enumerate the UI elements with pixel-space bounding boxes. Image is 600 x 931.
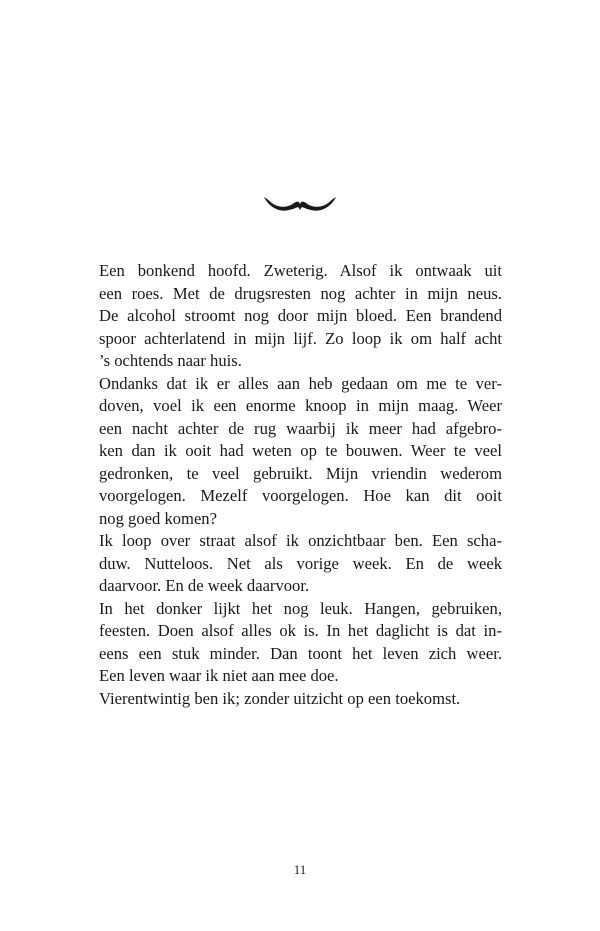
text-line: eens een stuk minder. Dan toont het leven zich weer. [99,643,502,663]
paragraph [99,373,502,531]
paragraph [99,260,502,373]
body-text [99,260,502,710]
text-line: een nacht achter de rug waarbij ik meer had afgebro- [99,418,502,438]
text-line: doven, voel ik een enorme knoop in mijn maag. Weer [99,396,502,415]
paragraph [99,688,502,711]
text-line: gedronken, te veel gebruikt. Mijn vriendin wederom [99,463,502,483]
text-line: nog goed komen? [99,508,217,528]
text-line: ’s ochtends naar huis. [99,351,242,370]
text-line: voorgelogen. Mezelf voorgelogen. Hoe kan dit ooit [99,486,502,505]
page-number: 11 [293,862,307,877]
text-line: In het donker lijkt het nog leuk. Hangen, gebruiken, [99,598,502,618]
paragraph [99,598,502,688]
text-line: feesten. Doen alsof alles ok is. In het daglicht is dat in- [99,621,502,640]
paragraph [99,530,502,598]
text-line: Een leven waar ik niet aan mee doe. [99,666,339,685]
text-line: Een bonkend hoofd. Zweterig. Alsof ik ontwaak uit [99,261,502,280]
text-line: De alcohol stroomt nog door mijn bloed. Een brandend [99,306,502,325]
text-line: spoor achterlatend in mijn lijf. Zo loop ik om half acht [99,328,502,348]
text-line: een roes. Met de drugsresten nog achter in mijn neus. [99,283,502,303]
text-line: duw. Nutteloos. Net als vorige week. En de week [99,553,502,573]
text-line: Ondanks dat ik er alles aan heb gedaan om me te ver- [99,373,502,393]
text-line: ken dan ik ooit had weten op te bouwen. Weer te veel [99,441,502,460]
text-line: Ik loop over straat alsof ik onzichtbaar ben. Een scha- [99,531,502,550]
swash-ornament-icon [262,188,338,218]
text-line: daarvoor. En de week daarvoor. [99,576,310,595]
text-line: Vierentwintig ben ik; zonder uitzicht op een toekomst. [99,688,461,708]
